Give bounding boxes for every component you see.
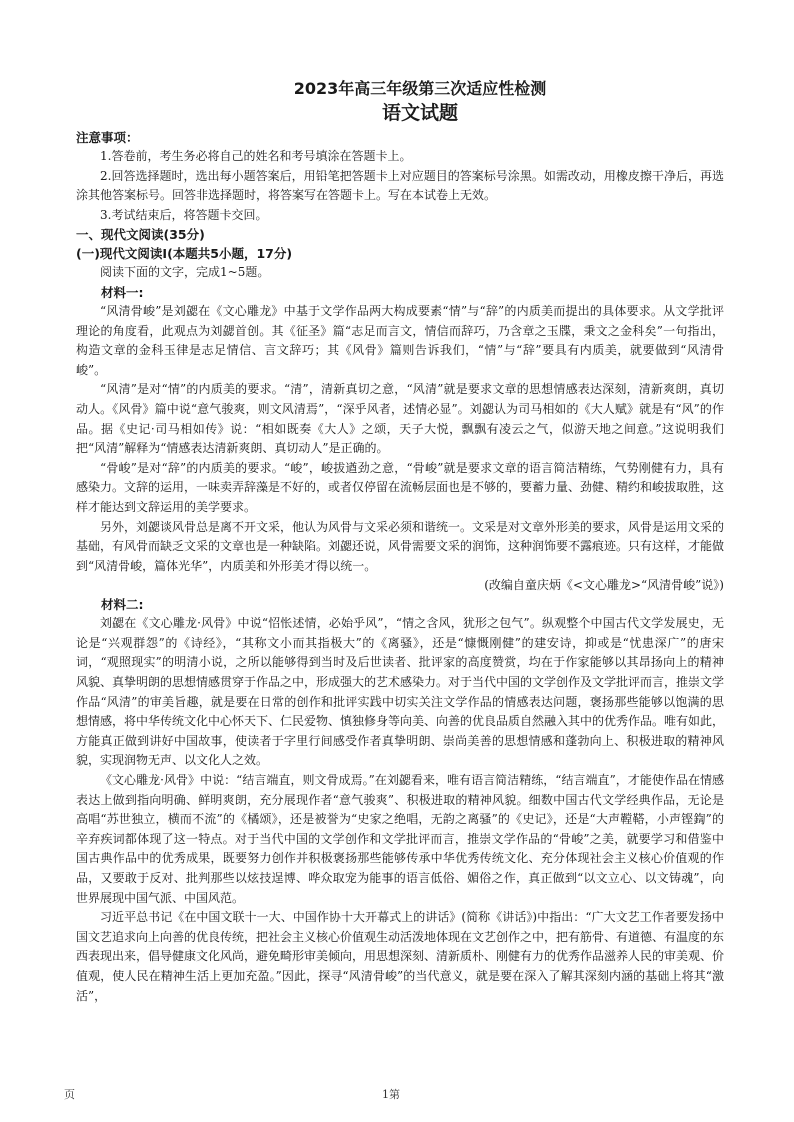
footer-page-number: 1第 [382, 1088, 400, 1101]
material-paragraph: “风清骨峻”是刘勰在《文心雕龙》中基于文学作品两大构成要素“情”与“辞”的内质美而提出的具体要求。从文学批评理论的角度看，此观点为刘勰首创。其《征圣》篇“志足而言文，情信而辞巧，乃含章之玉牒，秉文之金科矣”一句指出，构造文章的金科玉律是志足情信、言文辞巧；其《风骨》篇则告诉我们，“情”与“辞”要具有内质美，就要做到“风清骨峻”。 [76, 303, 724, 377]
material-paragraph: “风清”是对“情”的内质美的要求。“清”，清新真切之意，“风清”就是要求文章的思想情感表达深刻，清新爽朗，真切动人。《风骨》篇中说“意气骏爽，则文风清焉”，“深乎风者，述情必显”。刘勰认为司马相如的《大人赋》就是有“风”的作品。据《史记·司马相如传》说：“相如既奏《大人》之颂，天子大悦，飘飘有凌云之气，似游天地之间意。”这说明我们把“风清”解释为“情感表达清新爽朗、真切动人”是正确的。 [76, 382, 724, 456]
reading-instruction: 阅读下面的文字，完成1~5题。 [100, 265, 270, 280]
material-paragraph: 《文心雕龙·风骨》中说：“结言端直，则文骨成焉。”在刘勰看来，唯有语言简洁精练，“结言端直”，才能使作品在情感表达上做到指向明确、鲜明爽朗，充分展现作者“意气骏爽”、积极进取的精神风貌。细数中国古代文学经典作品，无论是高唱“苏世独立，横而不流”的《橘颂》，还是被誉为“史家之绝唱，无韵之离骚”的《史记》，还是“大声鞺鞳，小声铿鍧”的辛弃疾词都体现了这一特点。对于当代中国的文学创作和文学批评而言，推崇文学作品的“骨峻”之美，就要学习和借鉴中国古典作品中的优秀成果，既要努力创作并积极褒扬那些能够传承中华优秀传统文化、充分体现社会主义核心价值观的作品，又要敢于反对、批判那些以炫技逞博、哗众取宠为能事的语言低俗、媚俗之作，真正做到“以文立心、以文铸魂”，向世界展现中国气派、中国风范。 [76, 773, 724, 905]
notice-heading: 注意事项： [76, 130, 139, 145]
exam-title: 2023年高三年级第三次适应性检测 [293, 79, 547, 98]
subsection-heading: (一)现代文阅读Ⅰ(本题共5小题，17分) [76, 246, 293, 262]
material-paragraph: 另外，刘勰谈风骨总是离不开文采，他认为风骨与文采必须和谐统一。文采是对文章外形美的要求，风骨是运用文采的基础，有风骨而缺乏文采的文章也是一种缺陷。刘勰还说，风骨需要文采的润饰，这种润饰要不露痕迹。只有这样，才能做到“风清骨峻，篇体光华”，内质美和外形美才得以统一。 [76, 519, 725, 573]
notice-item: 3.考试结束后，将答题卡交回。 [100, 207, 268, 222]
notice-item: 1.答卷前，考生务必将自己的姓名和考号填涂在答题卡上。 [100, 149, 412, 163]
material-paragraph: 习近平总书记《在中国文联十一大、中国作协十大开幕式上的讲话》(简称《讲话》)中指出：“广大文艺工作者要发扬中国文艺追求向上向善的优良传统，把社会主义核心价值观生动活泼地体现在文艺创作之中，把有筋骨、有道德、有温度的东西表现出来，倡导健康文化风尚，避免畸形审美倾向，用思想深刻、清新质朴、刚健有力的优秀作品滋养人民的审美观、价值观，使人民在精神生活上更加充盈。”因此，探寻“风清骨峻”的当代意义，就是要在深入了解其深刻内涵的基础上将其“激活”， [76, 910, 725, 1003]
section-heading: 一、现代文阅读(35分) [76, 227, 205, 243]
exam-subject-title: 语文试题 [381, 102, 458, 124]
material-label: 材料一: [101, 284, 144, 300]
footer-page-label: 页 [64, 1088, 75, 1101]
exam-page [76, 78, 724, 1006]
material-paragraph: 刘勰在《文心雕龙·风骨》中说“怊怅述情，必始乎风”，“情之含风，犹形之包气”。纵观整个中国古代文学发展史，无论是“兴观群怨”的《诗经》，“其称文小而其指极大”的《离骚》，还是“慷慨刚健”的建安诗，抑或是“忧患深广”的唐宋词，“观照现实”的明清小说，之所以能够得到当时及后世读者、批评家的高度赞赏，均在于作家能够以其昂扬向上的精神风貌、真挚明朗的思想情感贯穿于作品之中，形成强大的艺术感染力。对于当代中国的文学创作及文学批评而言，推崇文学作品“风清”的审美旨趣，就是要在日常的创作和批评实践中切实关注文学作品的情感表达问题，褒扬那些能够以饱满的思想情感，将中华传统文化中心怀天下、仁民爱物、慎独修身等向美、向善的优良品质自然融入其中的优秀作品。唯有如此，方能真正做到讲好中国故事，使读者于字里行间感受作者真挚明朗、崇尚美善的思想情感和蓬勃向上、积极进取的精神风貌，实现润物无声、以文化人之效。 [76, 616, 725, 768]
material-paragraph: “骨峻”是对“辞”的内质美的要求。“峻”，峻拔遒劲之意，“骨峻”就是要求文章的语言简洁精练，气势刚健有力，具有感染力。文辞的运用，一味卖弄辞藻是不好的，或者仅停留在流畅层面也是不够的，要蓄力量、劲健、精约和峻拔取胜，这样才能达到文辞运用的美学要求。 [76, 460, 725, 514]
notice-item: 2.回答选择题时，选出每小题答案后，用铅笔把答题卡上对应题目的答案标号涂黑。如需改动，用橡皮擦干净后，再选涂其他答案标号。回答非选择题时，将答案写在答题卡上。写在本试卷上无效。 [76, 168, 724, 203]
material-label: 材料二: [101, 597, 144, 613]
material-source: (改编自童庆炳《<文心雕龙>“风清骨峻”说》) [484, 578, 724, 593]
